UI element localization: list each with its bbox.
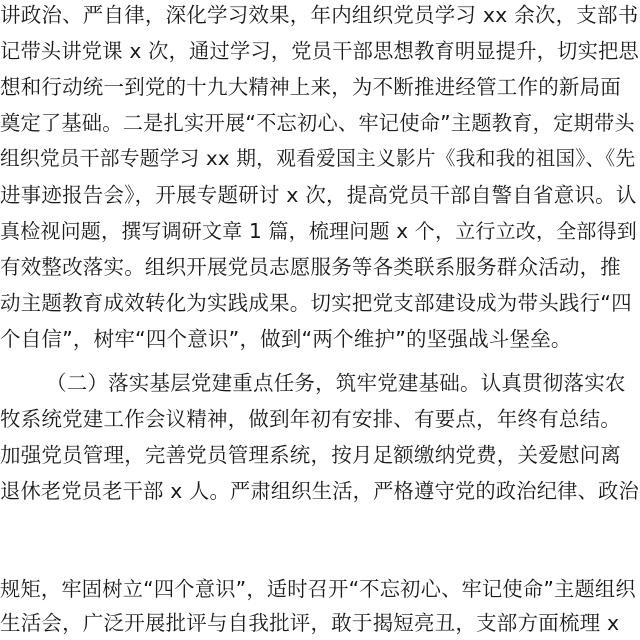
text-line: 想和行动统一到党的十九大精神上来，为不断推进经管工作的新局面 <box>0 75 621 99</box>
text-line: 真检视问题，撰写调研文章 1 篇，梳理问题 x 个，立行立改，全部得到 <box>0 219 637 243</box>
text-line: 牧系统党建工作会议精神，做到年初有安排、有要点，年终有总结。 <box>0 407 621 431</box>
text-line: （二）落实基层党建重点任务，筑牢党建基础。认真贯彻落实农 <box>46 371 626 395</box>
text-line: 生活会，广泛开展批评与自我批评，敢于揭短亮丑，支部方面梳理 x <box>0 611 620 635</box>
text-line: 有效整改落实。组织开展党员志愿服务等各类联系服务群众活动，推 <box>0 255 621 279</box>
text-line: 个自信”，树牢“四个意识”，做到“两个维护”的坚强战斗堡垒。 <box>0 327 572 351</box>
text-line: 进事迹报告会》，开展专题研讨 x 次，提高党员干部自警自省意识。认 <box>0 183 637 207</box>
text-line: 组织党员干部专题学习 xx 期，观看爱国主义影片《我和我的祖国》、《先 <box>0 147 636 170</box>
text-line: 动主题教育成效转化为实践成果。切实把党支部建设成为带头践行“四 <box>0 291 632 315</box>
text-line: 规矩，牢固树立“四个意识”，适时召开“不忘初心、牢记使命”主题组织 <box>0 577 636 601</box>
text-line: 退休老党员老干部 x 人。严肃组织生活，严格遵守党的政治纪律、政治 <box>0 479 639 503</box>
text-line: 记带头讲党课 x 次，通过学习，党员干部思想教育明显提升，切实把思 <box>0 39 639 63</box>
text-line: 奠定了基础。二是扎实开展“不忘初心、牢记使命”主题教育，定期带头 <box>0 111 635 135</box>
text-line: 加强党员管理，完善党员管理系统，按月足额缴纳党费，关爱慰问离 <box>0 443 621 467</box>
text-line: 讲政治、严自律，深化学习效果，年内组织党员学习 xx 余次，支部书 <box>0 3 639 27</box>
